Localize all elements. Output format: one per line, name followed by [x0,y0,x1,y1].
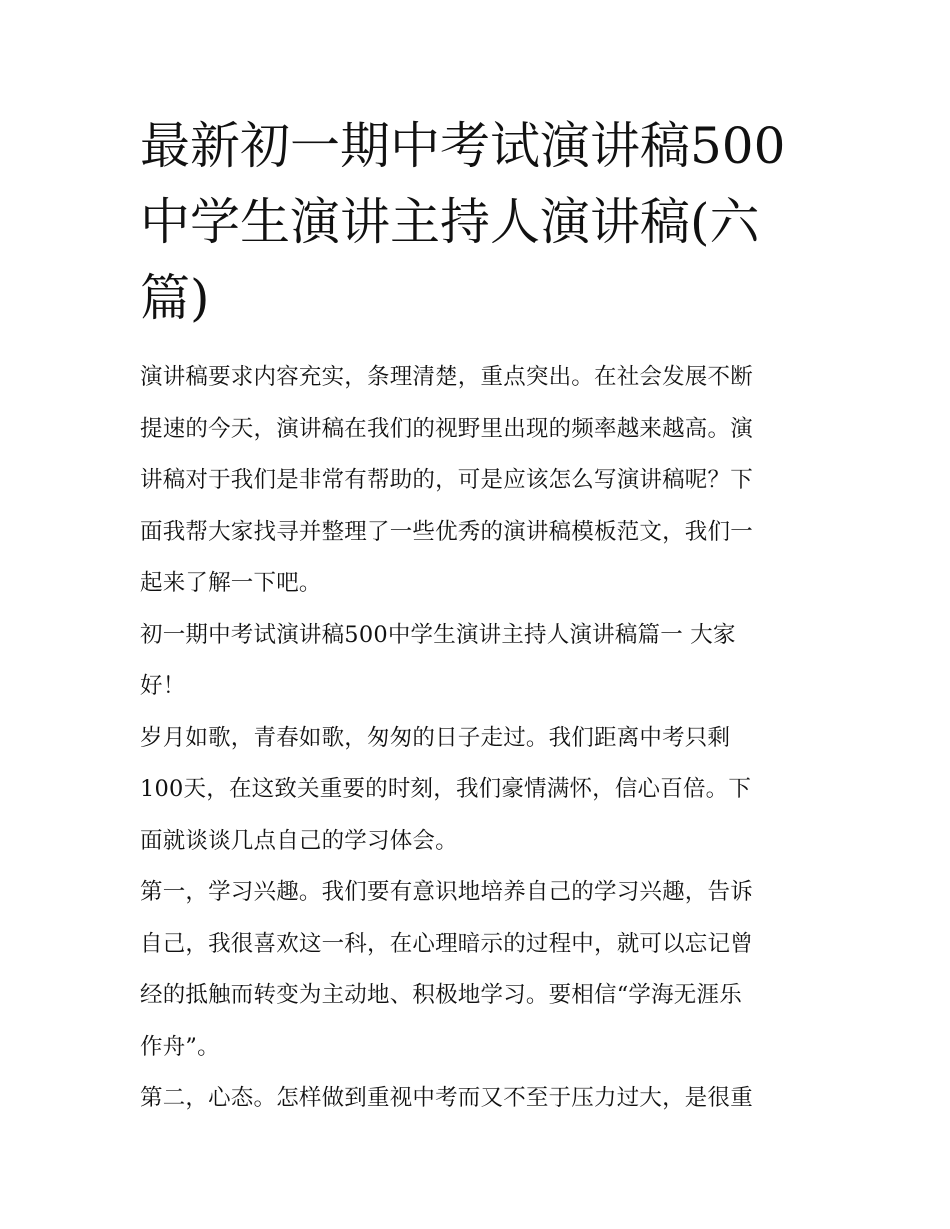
title-line-1: 最新初一期中考试演讲稿500 [140,117,786,175]
text-line: 自己，我很喜欢这一科，在心理暗示的过程中，就可以忘记曾 [140,930,753,957]
text-line: 初一期中考试演讲稿500中学生演讲主持人演讲稿篇一 大家 [140,621,736,648]
paragraph-section-heading [140,610,830,713]
text-line: 起来了解一下吧。 [140,570,322,596]
text-line: 面我帮大家找寻并整理了一些优秀的演讲稿模板范文，我们一 [140,518,753,545]
paragraph-intro [140,352,830,610]
text-line: 好！ [140,673,186,699]
document-body [140,352,830,1125]
document-title [140,108,820,336]
text-line: 演讲稿要求内容充实，条理清楚，重点突出。在社会发展不断 [140,364,753,390]
text-line: 经的抵触而转变为主动地、积极地学习。要相信“学海无涯乐 [140,982,742,1008]
paragraph-point-one [140,867,830,1073]
text-line: 面就谈谈几点自己的学习体会。 [140,827,458,854]
text-line: 第一，学习兴趣。我们要有意识地培养自己的学习兴趣，告诉 [140,879,753,905]
paragraph-point-two [140,1073,830,1125]
text-line: 讲稿对于我们是非常有帮助的，可是应该怎么写演讲稿呢？下 [140,467,753,493]
text-line: 作舟”。 [140,1033,220,1060]
paragraph-opening [140,713,830,868]
text-line: 岁月如歌，青春如歌，匆匆的日子走过。我们距离中考只剩 [140,724,731,751]
title-line-2: 中学生演讲主持人演讲稿(六 [140,193,760,251]
title-line-3: 篇) [140,269,210,327]
text-line: 提速的今天，演讲稿在我们的视野里出现的频率越来越高。演 [140,415,753,442]
text-line: 第二，心态。怎样做到重视中考而又不至于压力过大，是很重 [140,1085,753,1111]
text-line: 100天，在这致关重要的时刻，我们豪情满怀，信心百倍。下 [140,776,752,802]
